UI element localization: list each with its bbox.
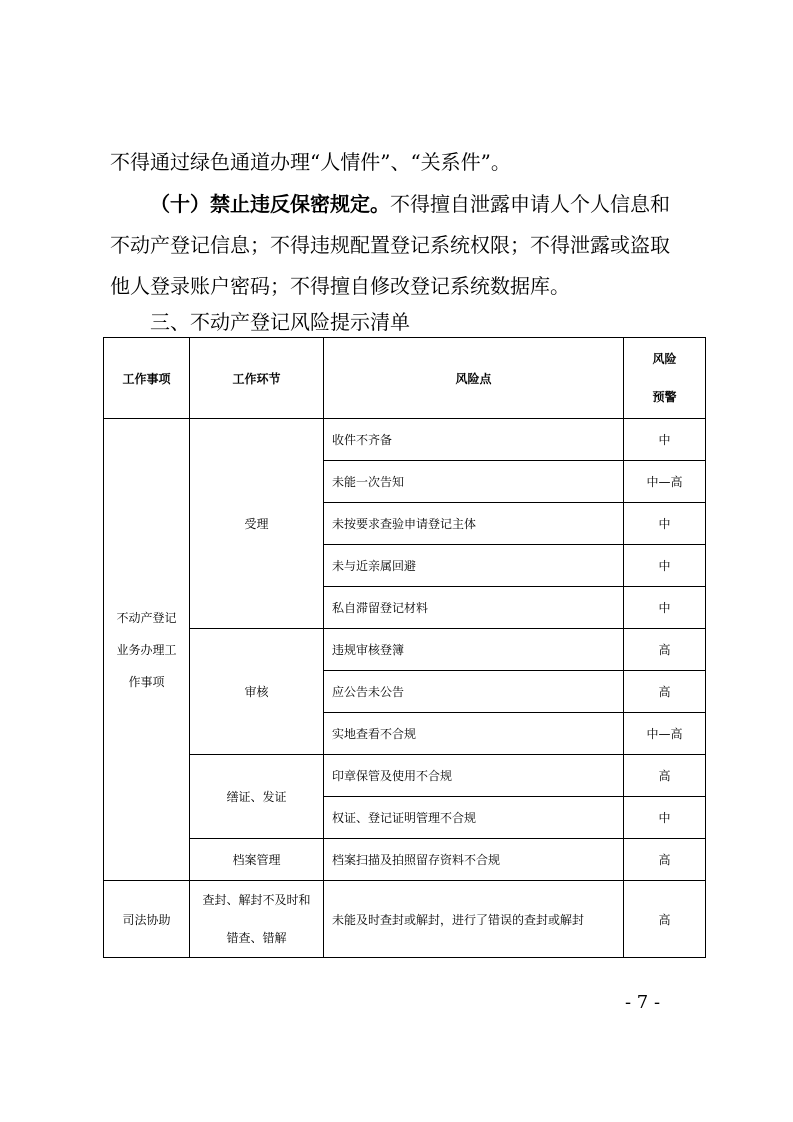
risk-level-cell: 高 <box>624 671 706 713</box>
header-risk-level-line2: 预警 <box>652 390 677 404</box>
work-item-cell: 司法协助 <box>104 881 190 958</box>
work-item-line2: 业务办理工 <box>116 642 177 657</box>
work-stage-cell: 受理 <box>190 419 324 629</box>
paragraph-line <box>110 235 710 255</box>
risk-point-cell: 未与近亲属回避 <box>324 545 624 587</box>
paragraph-text: 不动产登记信息；不得违规配置登记系统权限；不得泄露或盗取 <box>110 233 670 257</box>
work-item-line1: 不动产登记 <box>116 610 177 625</box>
paragraph-line <box>110 152 710 172</box>
work-stage-cell: 审核 <box>190 629 324 755</box>
table-row <box>104 881 706 958</box>
risk-point-cell: 应公告未公告 <box>324 671 624 713</box>
risk-level-cell: 中 <box>624 797 706 839</box>
risk-level-cell: 中 <box>624 545 706 587</box>
header-risk-point: 风险点 <box>324 338 624 419</box>
risk-point-cell: 未按要求查验申请登记主体 <box>324 503 624 545</box>
risk-point-cell: 未能及时查封或解封，进行了错误的查封或解封 <box>324 881 624 958</box>
header-work-item: 工作事项 <box>104 338 190 419</box>
page-number: - 7 - <box>625 992 661 1013</box>
work-stage-cell <box>190 881 324 958</box>
work-stage-line2: 错查、错解 <box>226 931 287 945</box>
risk-point-cell: 档案扫描及拍照留存资料不合规 <box>324 839 624 881</box>
work-item-cell <box>104 419 190 881</box>
header-risk-level-line1: 风险 <box>652 352 677 366</box>
risk-level-cell: 中 <box>624 587 706 629</box>
table-row <box>104 839 706 881</box>
risk-level-cell: 高 <box>624 881 706 958</box>
risk-level-cell: 中—高 <box>624 713 706 755</box>
section-heading: 三、不动产登记风险提示清单 <box>150 310 410 334</box>
risk-level-cell: 中 <box>624 419 706 461</box>
work-stage-cell: 缮证、发证 <box>190 755 324 839</box>
risk-point-cell: 违规审核登簿 <box>324 629 624 671</box>
table-row <box>104 629 706 671</box>
clause-title: （十）禁止违反保密规定。 <box>150 192 390 216</box>
paragraph-text: 不得通过绿色通道办理“人情件”、“关系件”。 <box>110 150 511 174</box>
risk-point-cell: 权证、登记证明管理不合规 <box>324 797 624 839</box>
risk-table <box>103 337 706 958</box>
paragraph-line <box>110 276 710 296</box>
risk-point-cell: 私自滞留登记材料 <box>324 587 624 629</box>
paragraph-text: 不得擅自泄露申请人个人信息和 <box>390 192 670 216</box>
work-item-line3: 作事项 <box>128 674 165 689</box>
table-row <box>104 419 706 461</box>
header-risk-level <box>624 338 706 419</box>
risk-point-cell: 未能一次告知 <box>324 461 624 503</box>
header-work-stage: 工作环节 <box>190 338 324 419</box>
risk-point-cell: 实地查看不合规 <box>324 713 624 755</box>
work-stage-line1: 查封、解封不及时和 <box>202 893 311 907</box>
risk-level-cell: 中 <box>624 503 706 545</box>
risk-level-cell: 高 <box>624 839 706 881</box>
risk-level-cell: 中—高 <box>624 461 706 503</box>
work-stage-cell: 档案管理 <box>190 839 324 881</box>
paragraph-line <box>150 194 750 214</box>
table-row <box>104 755 706 797</box>
risk-point-cell: 收件不齐备 <box>324 419 624 461</box>
risk-level-cell: 高 <box>624 629 706 671</box>
risk-level-cell: 高 <box>624 755 706 797</box>
risk-point-cell: 印章保管及使用不合规 <box>324 755 624 797</box>
paragraph-text: 他人登录账户密码；不得擅自修改登记系统数据库。 <box>110 274 570 298</box>
table-header-row <box>104 338 706 419</box>
